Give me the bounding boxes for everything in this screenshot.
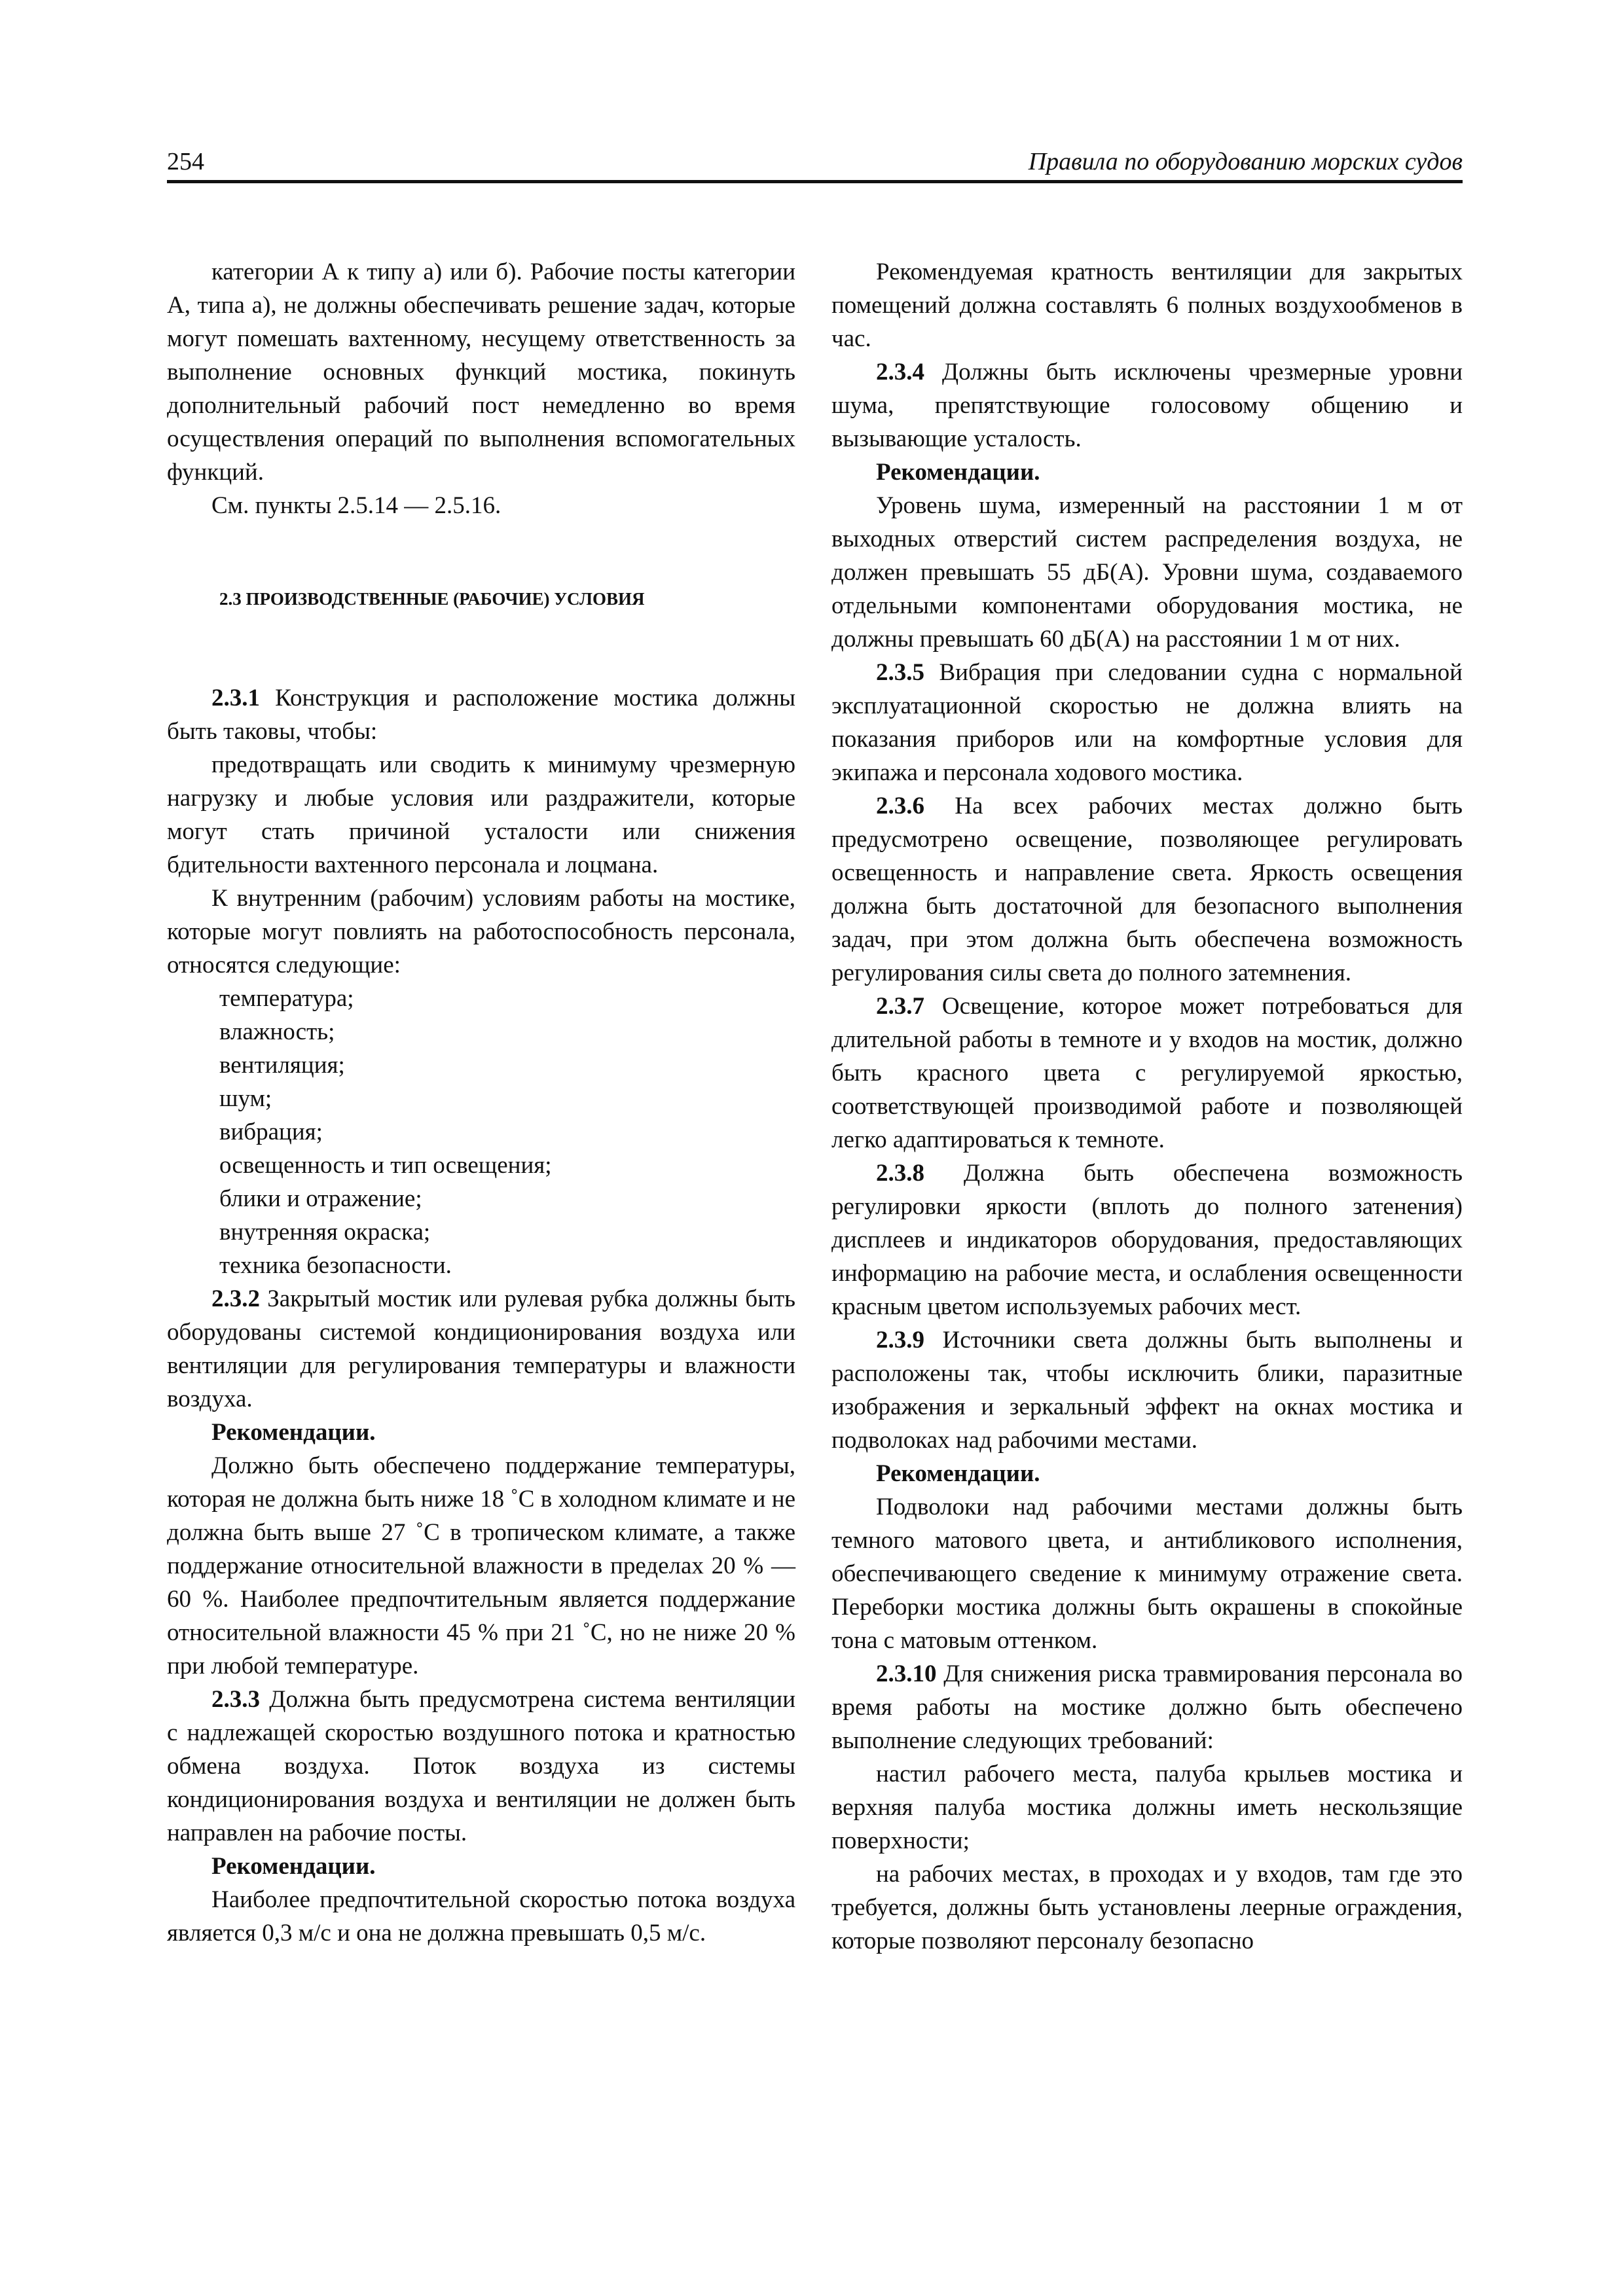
point-text: Вибрация при следовании судна с нормальной эксплуатационной скоростью не должна влиять на показания приборов или на комфортные условия для экипажа и персонала ходового мостика.: [831, 659, 1463, 786]
paragraph-2-3-4: [831, 355, 1463, 456]
right-column: [831, 255, 1463, 1958]
paragraph-2-3-1: [167, 681, 795, 748]
section-heading: 2.3 ПРОИЗВОДСТВЕННЫЕ (РАБОЧИЕ) УСЛОВИЯ: [219, 589, 645, 609]
running-title: Правила по оборудованию морских судов: [1028, 148, 1463, 175]
recommendations-text: Уровень шума, измеренный на расстоянии 1 м от выходных отверстий систем распределения воздуха, не должен превышать 55 дБ(А). Уровни шума, создаваемого отдельными компонентами оборудования мостика, не должны превышать 60 дБ(А) на расстоянии 1 м от них.: [831, 492, 1463, 653]
paragraph-2-3-10-sub: на рабочих местах, в проходах и у входов, там где это требуется, должны быть установлены леерные ограждения, которые позволяют персоналу безопасно: [831, 1861, 1463, 1954]
page-header: [167, 141, 1463, 183]
recommendations-heading: Рекомендации.: [876, 459, 1040, 486]
point-text: Источники света должны быть выполнены и расположены так, чтобы исключить блики, паразитные изображения и зеркальный эффект на окнах мостика и подволоках над рабочими местами.: [831, 1327, 1463, 1454]
list-item: внутренняя окраска;: [219, 1219, 431, 1246]
paragraph-see-points: См. пункты 2.5.14 — 2.5.16.: [211, 492, 501, 519]
point-text: Должна быть обеспечена возможность регулировки яркости (вплоть до полного затенения) дисплеев и индикаторов оборудования, предоставляющих информацию на рабочие места, и ослабления освещенности красным цветом используемых рабочих мест.: [831, 1160, 1463, 1320]
point-number: 2.3.5: [876, 659, 924, 686]
point-number: 2.3.10: [876, 1660, 937, 1687]
point-number: 2.3.9: [876, 1327, 924, 1354]
list-item: шум;: [219, 1085, 272, 1112]
point-number: 2.3.1: [211, 685, 260, 711]
paragraph-2-3-7: [831, 990, 1463, 1157]
paragraph-2-3-8: [831, 1157, 1463, 1323]
point-text: Должна быть предусмотрена система вентиляции с надлежащей скоростью воздушного потока и кратностью обмена воздуха. Поток воздуха из системы кондиционирования воздуха и вентиляции не должен быть направлен на рабочие посты.: [167, 1686, 795, 1846]
point-text: Конструкция и расположение мостика должны быть таковы, чтобы:: [167, 685, 795, 745]
point-number: 2.3.7: [876, 993, 924, 1020]
paragraph-2-3-3: [167, 1683, 795, 1850]
recommendations-text: Должно быть обеспечено поддержание температуры, которая не должна быть ниже 18 ˚С в холодном климате и не должна быть выше 27 ˚С в тропическом климате, а также поддержание относительной влажности в пределах 20 % — 60 %. Наиболее предпочтительным является поддержание относительной влажности 45 % при 21 ˚С, но не ниже 20 % при любой температуре.: [167, 1452, 795, 1679]
paragraph-2-3-5: [831, 656, 1463, 789]
point-number: 2.3.6: [876, 793, 924, 819]
list-item: влажность;: [219, 1018, 335, 1045]
list-item: освещенность и тип освещения;: [219, 1152, 552, 1179]
paragraph-2-3-9: [831, 1323, 1463, 1457]
point-text: Для снижения риска травмирования персонала во время работы на мостике должно быть обеспечено выполнение следующих требований:: [831, 1660, 1463, 1754]
point-text: Закрытый мостик или рулевая рубка должны быть оборудованы системой кондиционирования воздуха или вентиляции для регулирования температуры и влажности воздуха.: [167, 1285, 795, 1412]
paragraph-2-3-2: [167, 1282, 795, 1416]
recommendations-heading: Рекомендации.: [876, 1460, 1040, 1487]
point-number: 2.3.4: [876, 359, 924, 386]
point-number: 2.3.8: [876, 1160, 924, 1187]
recommendations-heading: Рекомендации.: [211, 1419, 376, 1446]
recommendations-heading: Рекомендации.: [211, 1853, 376, 1880]
paragraph-ventilation-rate: Рекомендуемая кратность вентиляции для закрытых помещений должна составлять 6 полных воздухообменов в час.: [831, 259, 1463, 352]
point-number: 2.3.2: [211, 1285, 260, 1312]
conditions-list: [167, 982, 795, 1282]
list-item: вибрация;: [219, 1119, 323, 1145]
recommendations-text: Наиболее предпочтительной скоростью потока воздуха является 0,3 м/с и она не должна превышать 0,5 м/с.: [167, 1886, 795, 1946]
point-text: Должны быть исключены чрезмерные уровни шума, препятствующие голосовому общению и вызывающие усталость.: [831, 359, 1463, 452]
list-item: температура;: [219, 985, 354, 1012]
paragraph-2-3-1-sub: предотвращать или сводить к минимуму чрезмерную нагрузку и любые условия или раздражители, которые могут стать причиной усталости или снижения бдительности вахтенного персонала и лоцмана.: [167, 751, 795, 878]
point-text: Освещение, которое может потребоваться для длительной работы в темноте и у входов на мостик, должно быть красного цвета с регулируемой яркостью, соответствующей производимой работе и позволяющей легко адаптироваться к темноте.: [831, 993, 1463, 1153]
paragraph-conditions: К внутренним (рабочим) условиям работы на мостике, которые могут повлиять на работоспособность персонала, относятся следующие:: [167, 885, 795, 978]
list-item: техника безопасности.: [219, 1252, 452, 1279]
paragraph-2-3-10-sub: настил рабочего места, палуба крыльев мостика и верхняя палуба мостика должны иметь нескользящие поверхности;: [831, 1761, 1463, 1854]
paragraph-continuation: категории А к типу а) или б). Рабочие посты категории А, типа а), не должны обеспечивать решение задач, которые могут помешать вахтенному, несущему ответственность за выполнение основных функций мостика, покинуть дополнительный рабочий пост немедленно во время осуществления операций по выполнения вспомогательных функций.: [167, 259, 795, 486]
recommendations-text: Подволоки над рабочими местами должны быть темного матового цвета, и антибликового исполнения, обеспечивающего сведение к минимуму отражение света. Переборки мостика должны быть окрашены в спокойные тона с матовым оттенком.: [831, 1494, 1463, 1654]
point-number: 2.3.3: [211, 1686, 260, 1713]
left-column: [167, 255, 795, 1950]
page-number: 254: [167, 148, 204, 175]
paragraph-2-3-6: [831, 789, 1463, 990]
paragraph-2-3-10: [831, 1657, 1463, 1757]
list-item: блики и отражение;: [219, 1185, 422, 1212]
list-item: вентиляция;: [219, 1052, 345, 1079]
point-text: На всех рабочих местах должно быть предусмотрено освещение, позволяющее регулировать освещенность и направление света. Яркость освещения должна быть достаточной для безопасного выполнения задач, при этом должна быть обеспечена возможность регулирования силы света до полного затемнения.: [831, 793, 1463, 986]
